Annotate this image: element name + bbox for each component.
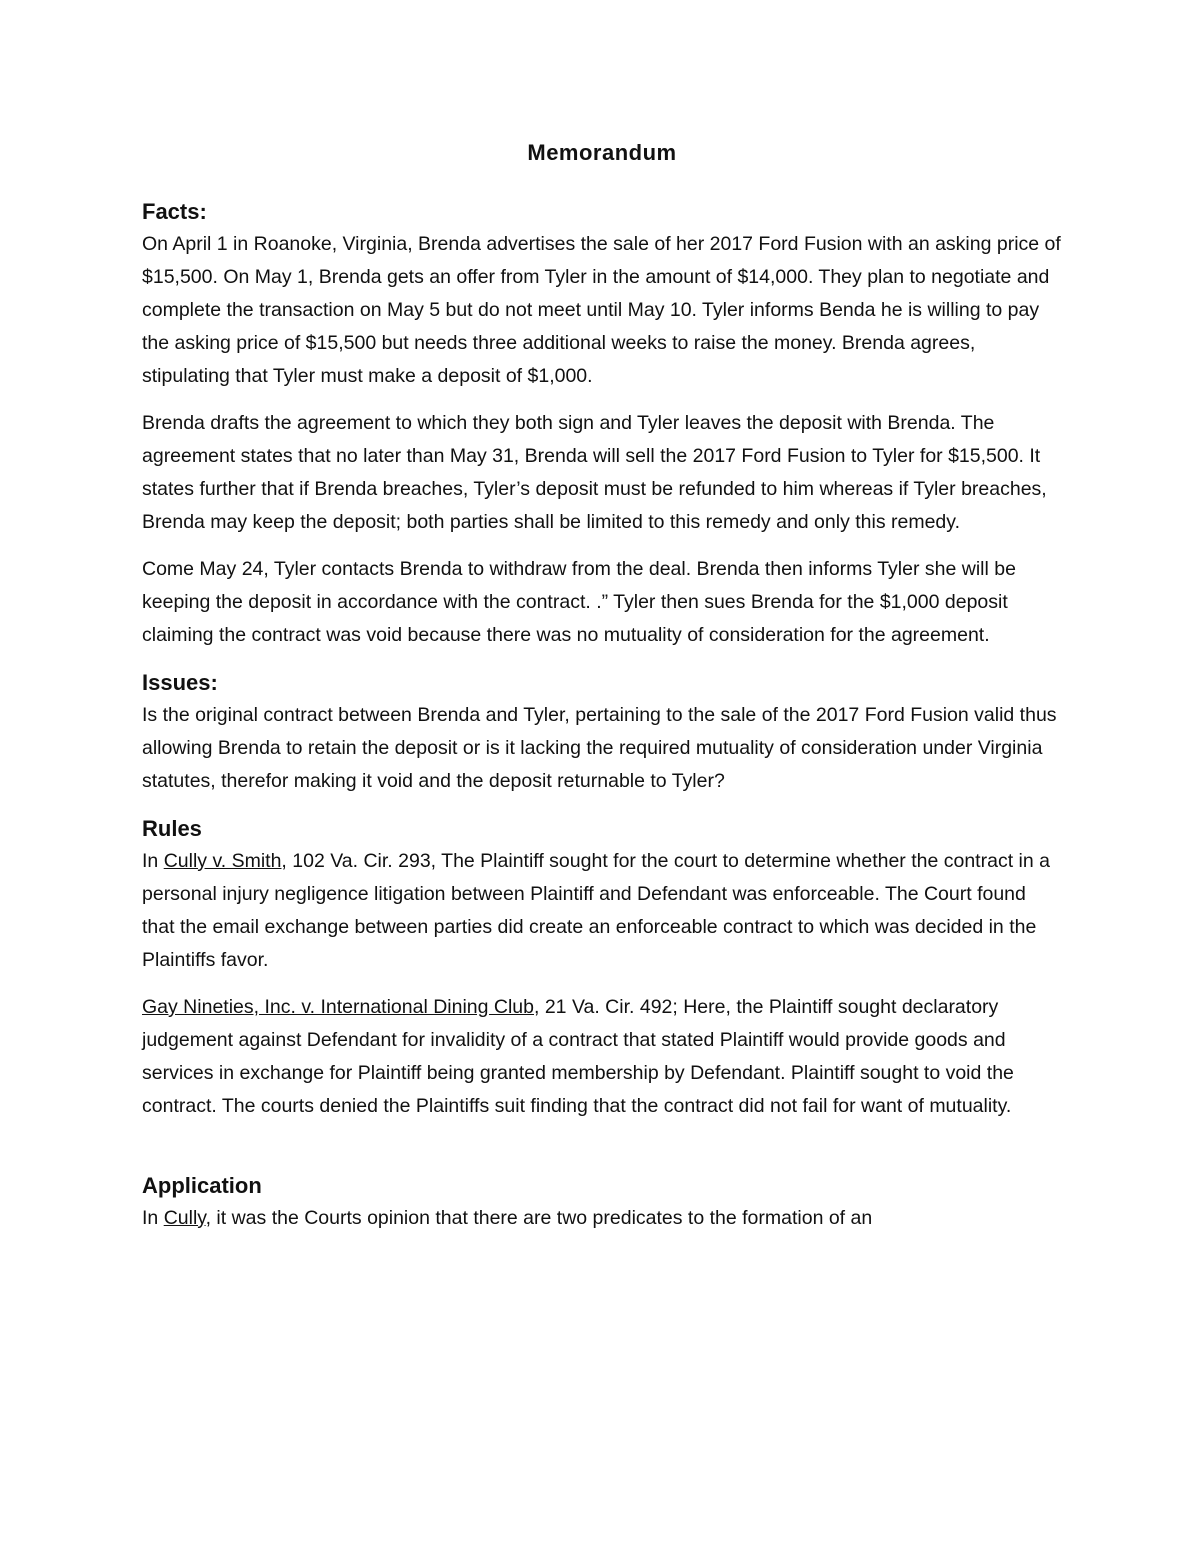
case-cite-cully-smith: Cully v. Smith, bbox=[163, 850, 287, 872]
spacer bbox=[142, 652, 1062, 666]
case-cite-gay-nineties: Gay Nineties, Inc. v. International Dining Club bbox=[142, 996, 534, 1018]
rules-paragraph-1 bbox=[142, 845, 1062, 977]
spacer bbox=[142, 393, 1062, 407]
facts-paragraph-3: Come May 24, Tyler contacts Brenda to withdraw from the deal. Brenda then informs Tyler she will be keeping the deposit in accordance with the contract. .” Tyler then sues Brenda for the $1,000 deposit claiming the contract was void because there was no mutuality of consideration for the agreement. bbox=[142, 558, 1016, 646]
issues-heading: Issues: bbox=[142, 670, 218, 695]
spacer bbox=[142, 539, 1062, 553]
rule1-text: 102 Va. Cir. 293, The Plaintiff sought for the court to determine whether the contract in a personal injury negligence litigation between Plaintiff and Defendant was enforceable. The Court found that the email exchange between parties did create an enforceable contract to which was decided in the Plaintiffs favor. bbox=[142, 850, 1050, 971]
case-cite-cully: Cully bbox=[163, 1207, 206, 1229]
issues-paragraph: Is the original contract between Brenda and Tyler, pertaining to the sale of the 2017 Ford Fusion valid thus allowing Brenda to retain the deposit or is it lacking the required mutuality of consideration under Virginia statutes, therefor making it void and the deposit returnable to Tyler? bbox=[142, 704, 1057, 792]
application-heading: Application bbox=[142, 1173, 262, 1198]
facts-paragraph-2: Brenda drafts the agreement to which they both sign and Tyler leaves the deposit with Brenda. The agreement states that no later than May 31, Brenda will sell the 2017 Ford Fusion to Tyler for $15,500. It states further that if Brenda breaches, Tyler’s deposit must be refunded to him whereas if Tyler breaches, Brenda may keep the deposit; both parties shall be limited to this remedy and only this remedy. bbox=[142, 412, 1047, 533]
rules-heading: Rules bbox=[142, 816, 202, 841]
spacer bbox=[142, 977, 1062, 991]
application-prefix: In bbox=[142, 1207, 164, 1229]
application-text: , it was the Courts opinion that there are two predicates to the formation of an bbox=[205, 1207, 873, 1229]
spacer bbox=[142, 1123, 1062, 1169]
facts-heading: Facts: bbox=[142, 199, 207, 224]
rules-paragraph-2 bbox=[142, 991, 1062, 1123]
memo-title: Memorandum bbox=[527, 140, 677, 165]
spacer bbox=[142, 798, 1062, 812]
rule1-prefix: In bbox=[142, 850, 164, 872]
rule2-text: , 21 Va. Cir. 492; Here, the Plaintiff sought declaratory judgement against Defendant for invalidity of a contract that stated Plaintiff would provide goods and services in exchange for Plaintiff being granted membership by Defendant. Plaintiff sought to void the contract. The courts denied the Plaintiffs suit finding that the contract did not fail for want of mutuality. bbox=[142, 996, 1014, 1117]
spacer bbox=[142, 180, 1062, 195]
memo-content bbox=[142, 140, 1062, 1235]
facts-paragraph-1: On April 1 in Roanoke, Virginia, Brenda advertises the sale of her 2017 Ford Fusion with an asking price of $15,500. On May 1, Brenda gets an offer from Tyler in the amount of $14,000. They plan to negotiate and complete the transaction on May 5 but do not meet until May 10. Tyler informs Benda he is willing to pay the asking price of $15,500 but needs three additional weeks to raise the money. Brenda agrees, stipulating that Tyler must make a deposit of $1,000. bbox=[142, 233, 1061, 387]
application-paragraph bbox=[142, 1202, 1062, 1235]
